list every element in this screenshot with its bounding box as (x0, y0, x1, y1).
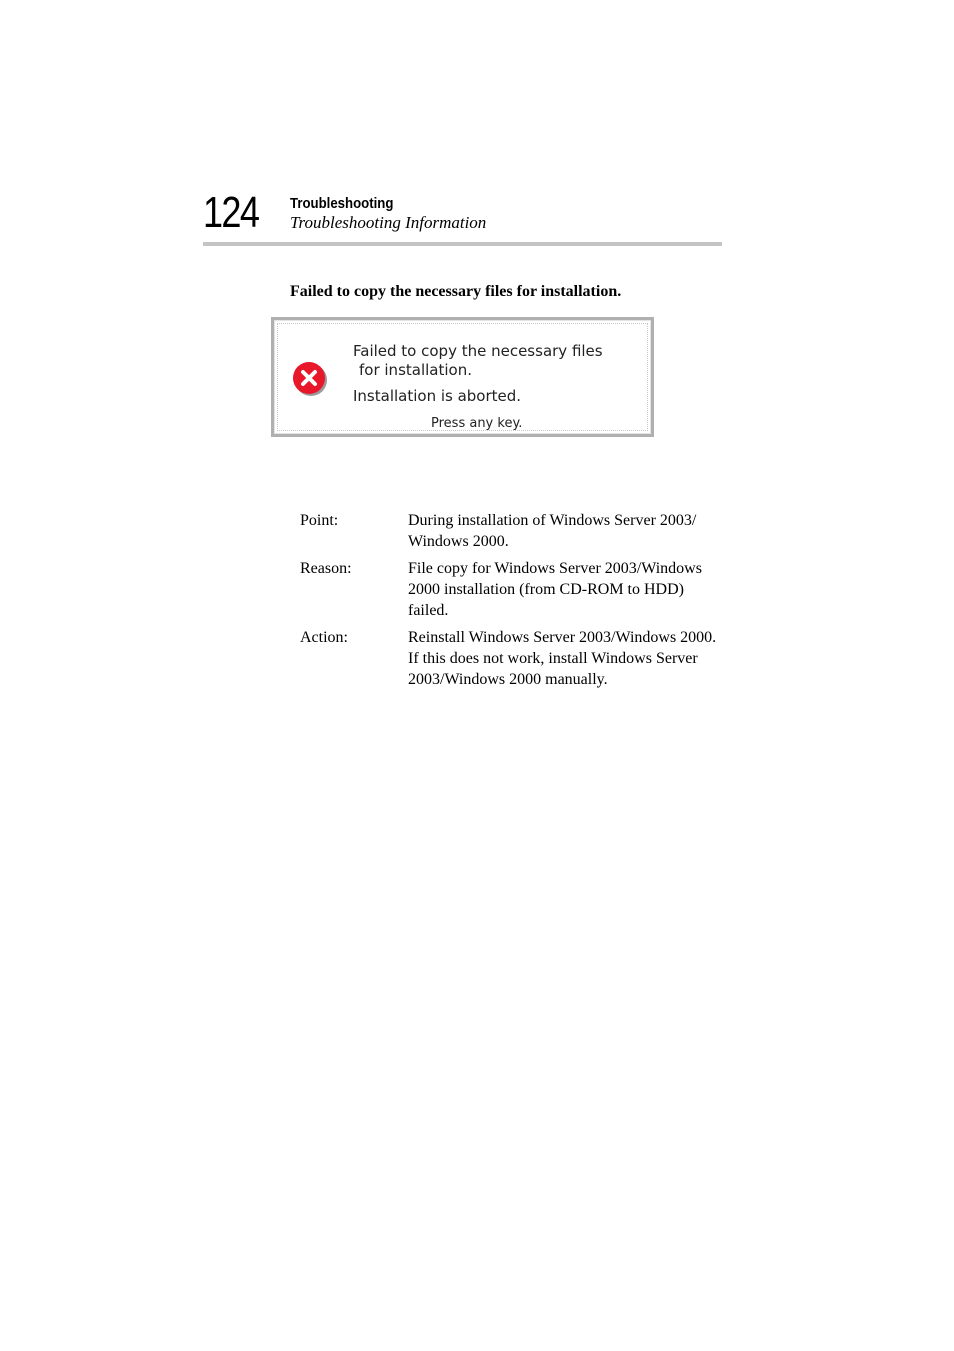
point-text: During installation of Windows Server 2003/ Windows 2000. (408, 512, 697, 550)
info-row-action (300, 627, 718, 690)
dialog-message-line-3: Installation is aborted. (353, 387, 522, 405)
section-title: Troubleshooting Information (290, 213, 487, 232)
dialog-prompt: Press any key. (431, 416, 523, 431)
dialog-message-line-2: for installation. (359, 361, 472, 379)
chapter-title: Troubleshooting (290, 195, 394, 212)
error-heading: Failed to copy the necessary files for installation. (290, 283, 622, 300)
dialog-message-line-1: Failed to copy the necessary files (353, 342, 603, 360)
info-row-reason (300, 558, 718, 621)
dialog-frame (277, 323, 648, 431)
reason-label: Reason: (300, 560, 352, 577)
error-x-icon (292, 361, 328, 397)
point-label: Point: (300, 512, 339, 529)
action-text (408, 627, 718, 690)
page-number: 124 (203, 188, 259, 237)
reason-text: File copy for Windows Server 2003/Windows 2000 installation (from CD-ROM to HDD) failed. (408, 560, 702, 619)
action-label: Action: (300, 629, 348, 646)
header-rule (203, 242, 722, 246)
error-dialog (271, 317, 654, 437)
info-table (300, 510, 718, 696)
action-text-2: If this does not work, install Windows Server 2003/Windows 2000 manually. (408, 650, 698, 688)
action-text-1: Reinstall Windows Server 2003/Windows 2000. (408, 629, 717, 646)
info-row-point (300, 510, 718, 552)
